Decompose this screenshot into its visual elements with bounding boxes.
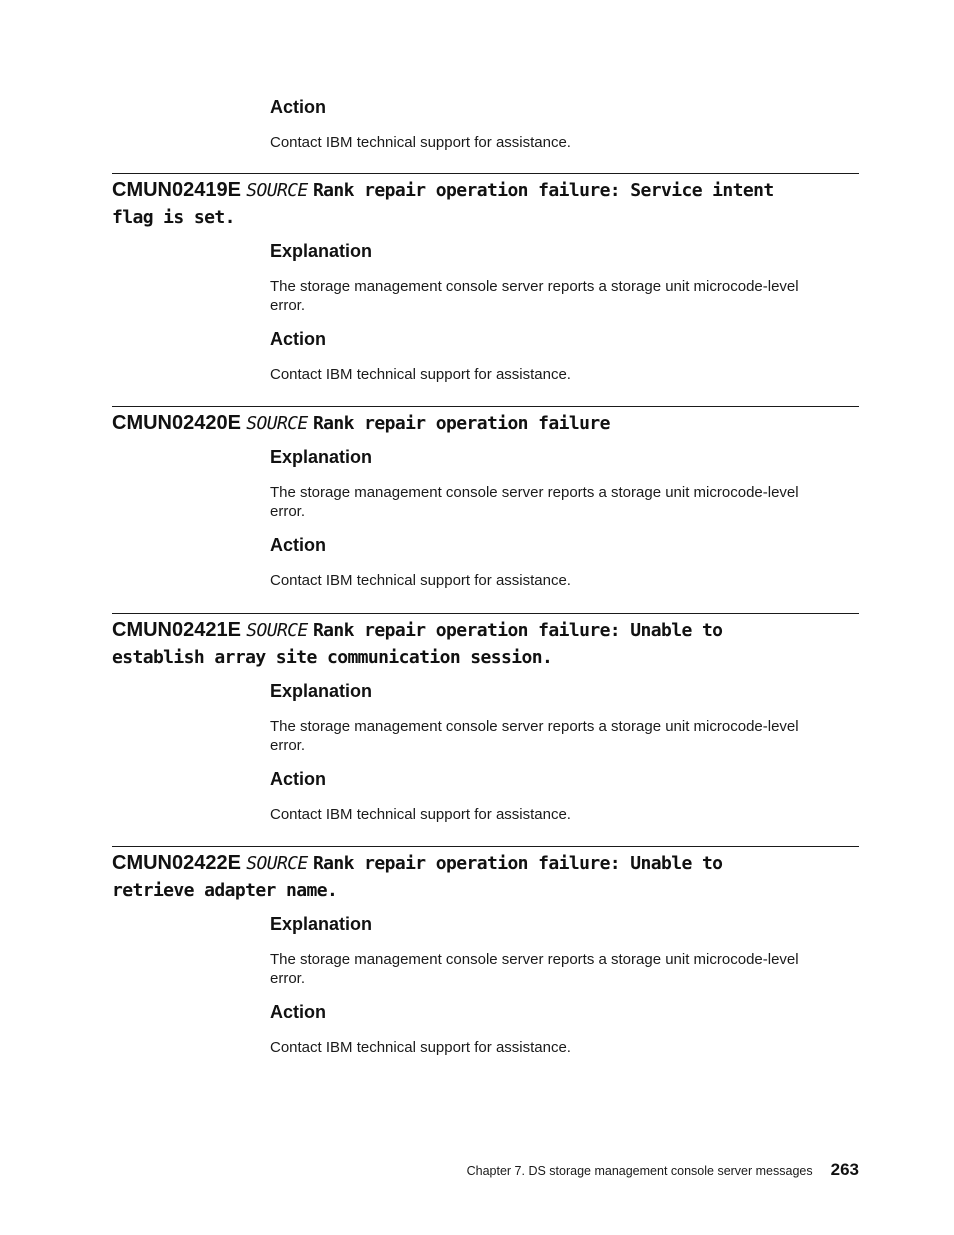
action-heading: Action	[270, 769, 326, 789]
message-text-line1: Rank repair operation failure: Service intent	[312, 180, 774, 201]
action-text: Contact IBM technical support for assistance.	[270, 134, 571, 151]
message-text-line2: retrieve adapter name.	[112, 880, 338, 901]
explanation-text: The storage management console server reports a storage unit microcode-level error.	[270, 278, 799, 314]
message-source: SOURCE	[246, 620, 308, 641]
message-body	[270, 680, 860, 824]
message-text-line2: flag is set.	[112, 207, 235, 228]
explanation-heading: Explanation	[270, 914, 373, 934]
message-text-line1: Rank repair operation failure	[312, 413, 610, 434]
action-text: Contact IBM technical support for assistance.	[270, 1039, 571, 1056]
message-text-line1: Rank repair operation failure: Unable to	[312, 853, 723, 874]
explanation-text: The storage management console server reports a storage unit microcode-level error.	[270, 484, 799, 520]
message-body	[270, 446, 860, 590]
explanation-heading: Explanation	[270, 447, 373, 467]
explanation-heading: Explanation	[270, 681, 373, 701]
message-source: SOURCE	[246, 853, 308, 874]
message-title	[112, 614, 859, 671]
message-id: CMUN02420E	[112, 412, 241, 434]
action-heading: Action	[270, 97, 326, 117]
explanation-heading: Explanation	[270, 241, 373, 261]
message-title	[112, 407, 859, 437]
message-body	[270, 913, 860, 1057]
action-heading: Action	[270, 535, 326, 555]
message-id: CMUN02422E	[112, 852, 241, 874]
message-entry	[112, 613, 859, 824]
action-text: Contact IBM technical support for assistance.	[270, 806, 571, 823]
message-entry	[112, 173, 859, 384]
message-id: CMUN02419E	[112, 179, 241, 201]
action-heading: Action	[270, 1002, 326, 1022]
message-title	[112, 847, 859, 904]
explanation-text: The storage management console server reports a storage unit microcode-level error.	[270, 951, 799, 987]
message-entry	[112, 846, 859, 1057]
message-source: SOURCE	[246, 180, 308, 201]
message-entry	[112, 406, 859, 590]
message-id: CMUN02421E	[112, 619, 241, 641]
action-heading: Action	[270, 329, 326, 349]
message-text-line2: establish array site communication session.	[112, 647, 553, 668]
lead-action-section	[270, 96, 860, 152]
message-body	[270, 240, 860, 384]
page-number: 263	[830, 1160, 859, 1179]
message-source: SOURCE	[246, 413, 308, 434]
explanation-text: The storage management console server reports a storage unit microcode-level error.	[270, 718, 799, 754]
page-footer	[467, 1160, 859, 1180]
action-text: Contact IBM technical support for assistance.	[270, 572, 571, 589]
footer-chapter-title: Chapter 7. DS storage management console server messages	[466, 1164, 813, 1178]
message-title	[112, 174, 859, 231]
action-text: Contact IBM technical support for assistance.	[270, 366, 571, 383]
message-text-line1: Rank repair operation failure: Unable to	[312, 620, 723, 641]
